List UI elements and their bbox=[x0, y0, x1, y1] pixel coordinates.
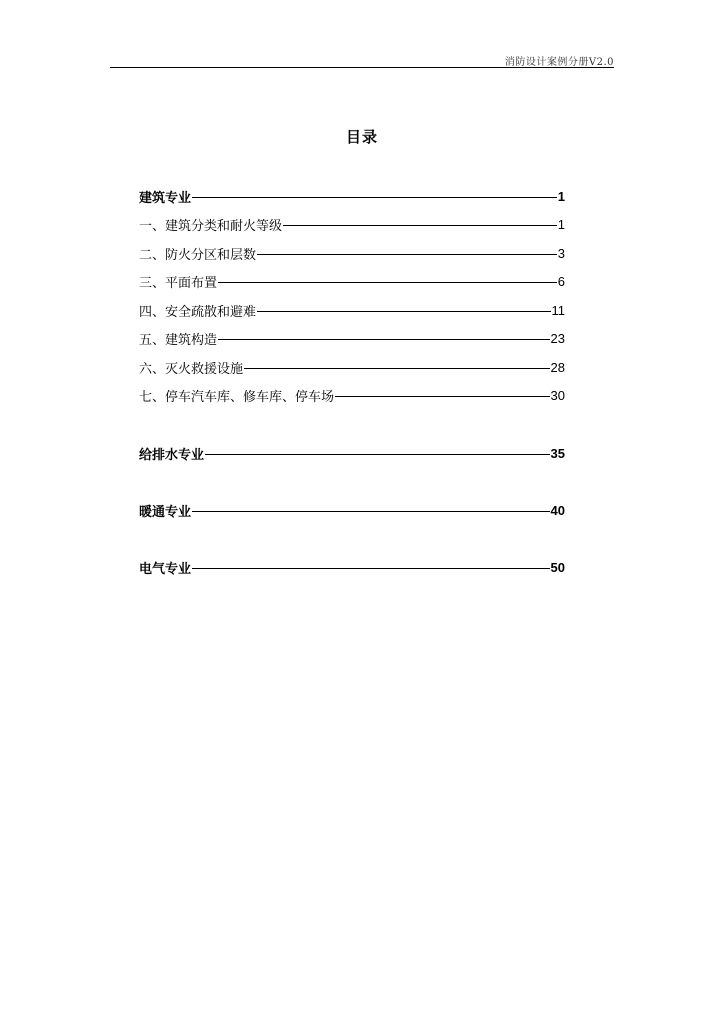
toc-entry-evacuation[interactable] bbox=[139, 300, 565, 320]
toc-entry-classification[interactable] bbox=[139, 214, 565, 234]
toc-entry-label: 给排水专业 bbox=[139, 447, 205, 463]
toc-entry-label: 一、建筑分类和耐火等级 bbox=[139, 218, 283, 234]
toc-entry-page: 28 bbox=[550, 359, 565, 375]
toc-entry-page: 30 bbox=[550, 387, 565, 403]
toc-entry-hvac[interactable] bbox=[139, 500, 565, 520]
toc-entry-plumbing[interactable] bbox=[139, 443, 565, 463]
toc-entry-label: 建筑专业 bbox=[139, 190, 192, 206]
toc-leader-line bbox=[218, 282, 557, 283]
toc-entry-layout[interactable] bbox=[139, 271, 565, 291]
toc-entry-page: 1 bbox=[557, 188, 565, 204]
toc-entry-label: 六、灭火救援设施 bbox=[139, 361, 244, 377]
toc-entry-page: 1 bbox=[557, 216, 565, 232]
toc-entry-page: 50 bbox=[550, 559, 565, 575]
toc-leader-line bbox=[257, 254, 557, 255]
toc-entry-fire-compartments[interactable] bbox=[139, 243, 565, 263]
running-header: 消防设计案例分册V2.0 bbox=[504, 57, 614, 68]
toc-entry-page: 6 bbox=[557, 273, 565, 289]
toc-leader-line bbox=[257, 311, 550, 312]
toc-leader-line bbox=[244, 368, 550, 369]
toc-entry-page: 23 bbox=[550, 330, 565, 346]
toc-leader-line bbox=[192, 568, 550, 569]
toc-title: 目录 bbox=[345, 128, 378, 146]
toc-leader-line bbox=[205, 454, 550, 455]
toc-entry-label: 七、停车汽车库、修车库、停车场 bbox=[139, 389, 335, 405]
toc-entry-label: 二、防火分区和层数 bbox=[139, 247, 257, 263]
toc-entry-label: 五、建筑构造 bbox=[139, 332, 218, 348]
toc-leader-line bbox=[335, 396, 550, 397]
toc-entry-architecture[interactable] bbox=[139, 186, 565, 206]
toc-entry-page: 3 bbox=[557, 245, 565, 261]
toc-leader-line bbox=[192, 197, 557, 198]
toc-entry-rescue-facilities[interactable] bbox=[139, 357, 565, 377]
toc-entry-page: 11 bbox=[551, 302, 565, 318]
toc-entry-garages[interactable] bbox=[139, 385, 565, 405]
header-rule bbox=[110, 67, 614, 68]
toc-entry-label: 暖通专业 bbox=[139, 504, 192, 520]
toc-entry-electrical[interactable] bbox=[139, 557, 565, 577]
toc-entry-label: 三、平面布置 bbox=[139, 275, 218, 291]
toc-entry-page: 35 bbox=[550, 445, 565, 461]
toc-leader-line bbox=[218, 339, 550, 340]
toc-entry-page: 40 bbox=[550, 502, 565, 518]
toc-entry-label: 四、安全疏散和避难 bbox=[139, 304, 257, 320]
toc-leader-line bbox=[283, 225, 557, 226]
toc-entry-label: 电气专业 bbox=[139, 561, 192, 577]
toc-entry-construction[interactable] bbox=[139, 328, 565, 348]
toc-leader-line bbox=[192, 511, 550, 512]
